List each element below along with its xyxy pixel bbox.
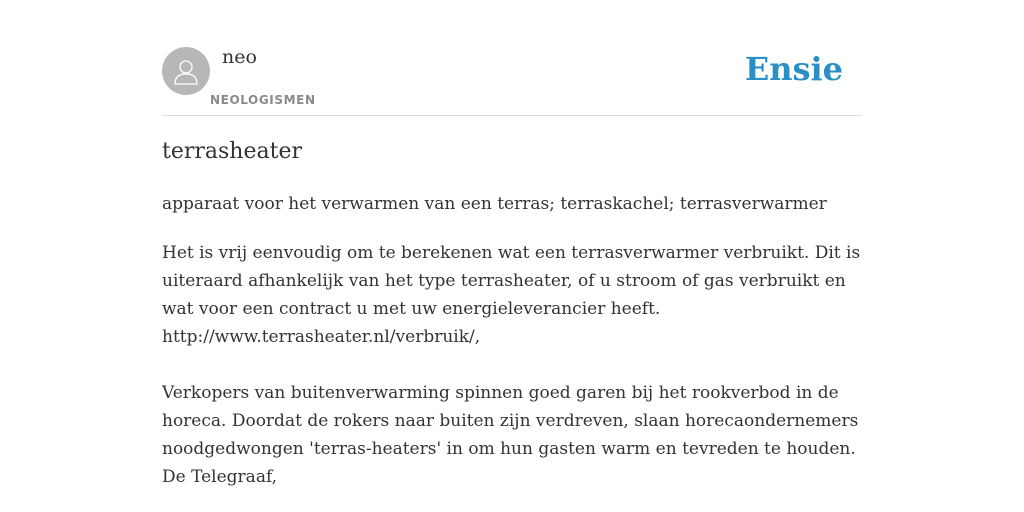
entry-definition: apparaat voor het verwarmen van een terras; terraskachel; terrasverwarmer: [162, 194, 827, 214]
avatar[interactable]: [162, 47, 210, 95]
category-label[interactable]: NEOLOGISMEN: [210, 93, 316, 107]
username[interactable]: neo: [222, 46, 257, 68]
entry-title: terrasheater: [162, 139, 302, 164]
user-avatar-icon: [162, 47, 210, 95]
example-quote: [162, 239, 862, 351]
example-separator: [162, 351, 862, 379]
example-line: uiteraard afhankelijk van het type terrasheater, of u stroom of gas verbruikt en: [162, 271, 846, 291]
example-line: noodgedwongen 'terras-heaters' in om hun gasten warm en tevreden te houden.: [162, 439, 856, 459]
header-divider: [162, 115, 862, 116]
example-line: Verkopers van buitenverwarming spinnen goed garen bij het rookverbod in de: [162, 383, 839, 403]
example-line: Het is vrij eenvoudig om te berekenen wat een terrasverwarmer verbruikt. Dit is: [162, 243, 861, 263]
example-line: horeca. Doordat de rokers naar buiten zijn verdreven, slaan horecaondernemers: [162, 411, 859, 431]
example-line: wat voor een contract u met uw energieleverancier heeft.: [162, 299, 661, 319]
examples-section: [162, 239, 862, 491]
ensie-logo[interactable]: Ensie: [744, 50, 843, 88]
example-source-link[interactable]: http://www.terrasheater.nl/verbruik/,: [162, 327, 481, 347]
example-source: De Telegraaf,: [162, 467, 278, 487]
example-quote: [162, 379, 862, 491]
